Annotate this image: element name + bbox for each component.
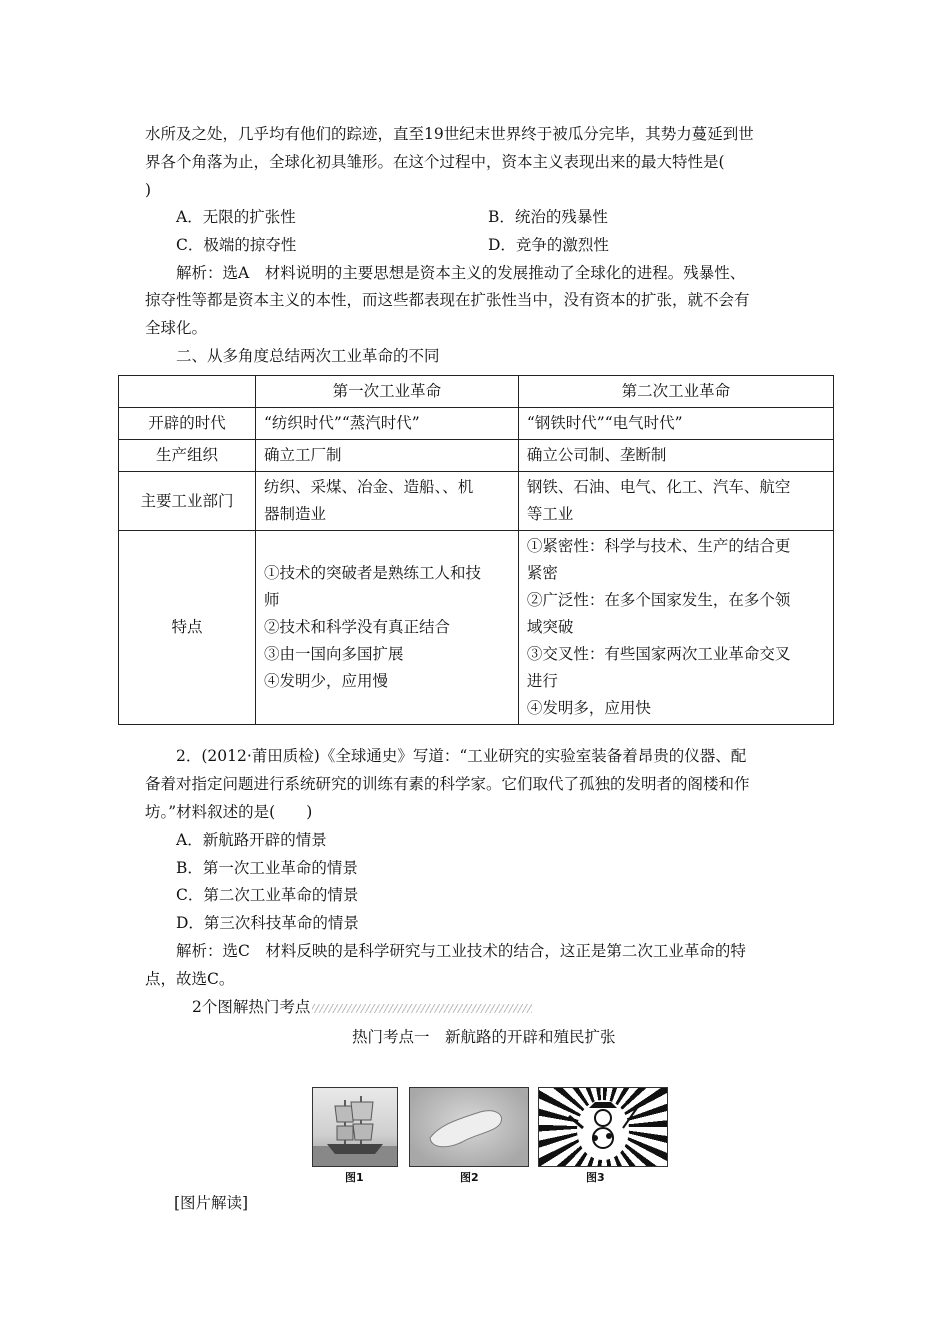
hot-topics-label: 2个图解热门考点 xyxy=(192,998,311,1016)
cell-first xyxy=(256,472,519,531)
cell-line: ③由一国向多国扩展 xyxy=(264,645,404,663)
figure-2-caption: 图2 xyxy=(460,1171,479,1184)
cell-line: ②广泛性：在多个国家发生，在多个领 xyxy=(526,591,791,609)
cell-line: 进行 xyxy=(526,672,558,690)
q2-line-2: 备着对指定问题进行系统研究的训练有素的科学家。它们取代了孤独的发明者的阁楼和作 xyxy=(145,775,750,793)
q1-analysis-line-2: 掠夺性等都是资本主义的本性，而这些都表现在扩张性当中，没有资本的扩张，就不会有 xyxy=(145,291,750,309)
figure-3-image xyxy=(538,1087,668,1167)
cell-line: “纺织时代”“蒸汽时代” xyxy=(264,414,420,432)
table-header-row xyxy=(119,376,834,408)
cell-line: ①紧密性：科学与技术、生产的结合更 xyxy=(526,537,791,555)
intro-line-2: 界各个角落为止，全球化初具雏形。在这个过程中，资本主义表现出来的最大特性是( xyxy=(145,153,725,171)
table-row xyxy=(119,531,834,725)
q1-option-b: B．统治的残暴性 xyxy=(488,208,608,226)
cell-line: 钢铁、石油、电气、化工、汽车、航空 xyxy=(526,478,791,496)
cell-second xyxy=(518,531,833,725)
cell-line: 纺织、采煤、冶金、造船、、机 xyxy=(264,478,474,496)
cell-first xyxy=(256,440,519,472)
hot-topics-header xyxy=(192,997,532,1017)
intro-line-1: 水所及之处，几乎均有他们的踪迹，直至19世纪末世界终于被瓜分完毕，其势力蔓延到世 xyxy=(145,125,754,143)
cell-line: ④发明多，应用快 xyxy=(526,699,651,717)
q1-option-a: A．无限的扩张性 xyxy=(176,208,296,226)
cell-second xyxy=(518,408,833,440)
cell-second xyxy=(518,440,833,472)
row-label: 特点 xyxy=(119,531,256,725)
section2-title: 二、从多角度总结两次工业革命的不同 xyxy=(176,347,440,365)
row-label: 开辟的时代 xyxy=(119,408,256,440)
cell-line: ③交叉性：有些国家两次工业革命交叉 xyxy=(526,645,791,663)
cell-second xyxy=(518,472,833,531)
q1-analysis-line-1: 解析：选A 材料说明的主要思想是资本主义的发展推动了全球化的进程。残暴性、 xyxy=(176,264,746,282)
q2-analysis-line-1: 解析：选C 材料反映的是科学研究与工业技术的结合，这正是第二次工业革命的特 xyxy=(176,942,746,960)
q1-option-c: C．极端的掠夺性 xyxy=(176,236,297,254)
hatch-decoration xyxy=(312,1004,532,1013)
q2-option-b: B．第一次工业革命的情景 xyxy=(176,859,358,877)
q1-analysis-line-3: 全球化。 xyxy=(145,319,208,337)
q2-analysis-line-2: 点，故选C。 xyxy=(145,970,235,988)
ship-icon xyxy=(313,1088,397,1166)
table-row xyxy=(119,440,834,472)
figure-2-image xyxy=(409,1087,529,1167)
table-row xyxy=(119,472,834,531)
cell-line: 师 xyxy=(264,591,280,609)
cell-line: 确立公司制、垄断制 xyxy=(526,446,667,464)
row-label: 主要工业部门 xyxy=(119,472,256,531)
q1-option-d: D．竞争的激烈性 xyxy=(488,236,609,254)
row-label: 生产组织 xyxy=(119,440,256,472)
cell-line: ④发明少，应用慢 xyxy=(264,672,389,690)
cell-first xyxy=(256,408,519,440)
cell-line: 等工业 xyxy=(526,505,574,523)
q2-option-d: D．第三次科技革命的情景 xyxy=(176,914,359,932)
comparison-table xyxy=(118,375,834,725)
intro-line-3: ) xyxy=(145,181,152,199)
hot-topic-title: 热门考点一 新航路的开辟和殖民扩张 xyxy=(352,1028,616,1046)
cell-line: 器制造业 xyxy=(264,505,327,523)
cartoon-figure-icon xyxy=(539,1088,667,1166)
figure-1-caption: 图1 xyxy=(345,1171,364,1184)
cell-line: “钢铁时代”“电气时代” xyxy=(526,414,683,432)
table-col-second-revolution: 第二次工业革命 xyxy=(518,376,833,408)
q2-option-c: C．第二次工业革命的情景 xyxy=(176,886,359,904)
table-corner-cell xyxy=(119,376,256,408)
cell-line: 确立工厂制 xyxy=(264,446,342,464)
cell-first xyxy=(256,531,519,725)
figure-3-caption: 图3 xyxy=(586,1171,605,1184)
cell-line: ①技术的突破者是熟练工人和技 xyxy=(264,564,482,582)
cell-line: ②技术和科学没有真正结合 xyxy=(264,618,451,636)
table-row xyxy=(119,408,834,440)
q2-line-3: 坊。”材料叙述的是( ) xyxy=(145,803,313,821)
picture-reading-label: [图片解读] xyxy=(174,1194,249,1212)
table-col-first-revolution: 第一次工业革命 xyxy=(256,376,519,408)
q2-line-1: 2．(2012·莆田质检)《全球通史》写道：“工业研究的实验室装备着昂贵的仪器、配 xyxy=(176,747,747,765)
cell-line: 紧密 xyxy=(526,564,558,582)
figure-1-image xyxy=(312,1087,398,1167)
q2-option-a: A．新航路开辟的情景 xyxy=(176,831,327,849)
island-map-icon xyxy=(410,1088,528,1166)
cell-line: 域突破 xyxy=(526,618,574,636)
